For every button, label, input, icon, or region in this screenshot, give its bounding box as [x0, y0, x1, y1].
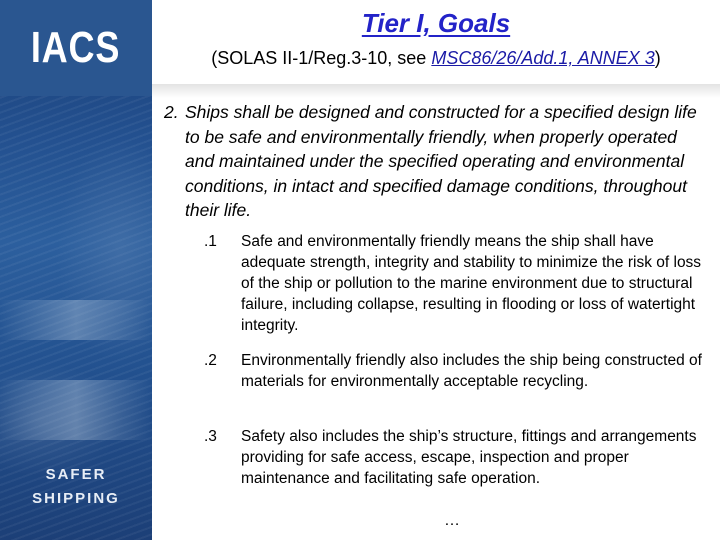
subtitle-prefix: (SOLAS II-1/Reg.3-10, see	[211, 48, 432, 68]
subtitle-suffix: )	[654, 48, 661, 68]
list-item-number: .3	[204, 428, 217, 445]
annex-reference-link[interactable]: MSC86/26/Add.1, ANNEX 3	[431, 48, 655, 68]
list-item-text: Safe and environmentally friendly means the ship shall have adequate strength, integrity and stability to minimize the risk of loss of the ship or pollution to the marine environment due to structural failure, including collapse, resulting in flooding or loss of watertight integrity.	[241, 233, 702, 334]
list-item-number: .1	[204, 233, 217, 250]
list-item-number: .2	[204, 352, 217, 369]
slide-title: Tier I, Goals	[361, 8, 511, 38]
wave-highlight	[0, 380, 152, 440]
list-item	[204, 350, 704, 392]
list-item	[204, 231, 704, 336]
logo-text: IACS	[31, 23, 121, 72]
list-item-text: Environmentally friendly also includes the ship being constructed of materials for environmentally acceptable recycling.	[241, 352, 702, 390]
slogan-line-1: SAFER	[45, 466, 107, 483]
list-item-text: Safety also includes the ship’s structure, fittings and arrangements providing for safe access, escape, inspection and proper maintenance and facilitating safe operation.	[241, 428, 697, 487]
wave-highlight	[0, 300, 152, 340]
list-item	[204, 426, 704, 489]
slide-subtitle	[152, 48, 720, 69]
ocean-side-panel	[0, 0, 152, 540]
slogan-line-2: SHIPPING	[32, 490, 120, 507]
header-divider	[152, 84, 720, 98]
paragraph-text: Ships shall be designed and constructed for a specified design life to be safe and environmentally friendly, when properly operated and maintained under the specified operating and environmental conditions, in intact and specified damage conditions, throughout their life.	[185, 102, 697, 220]
main-paragraph	[164, 100, 704, 223]
iacs-logo	[0, 0, 152, 96]
continuation-ellipsis: …	[444, 512, 460, 529]
paragraph-number: 2.	[164, 102, 179, 122]
